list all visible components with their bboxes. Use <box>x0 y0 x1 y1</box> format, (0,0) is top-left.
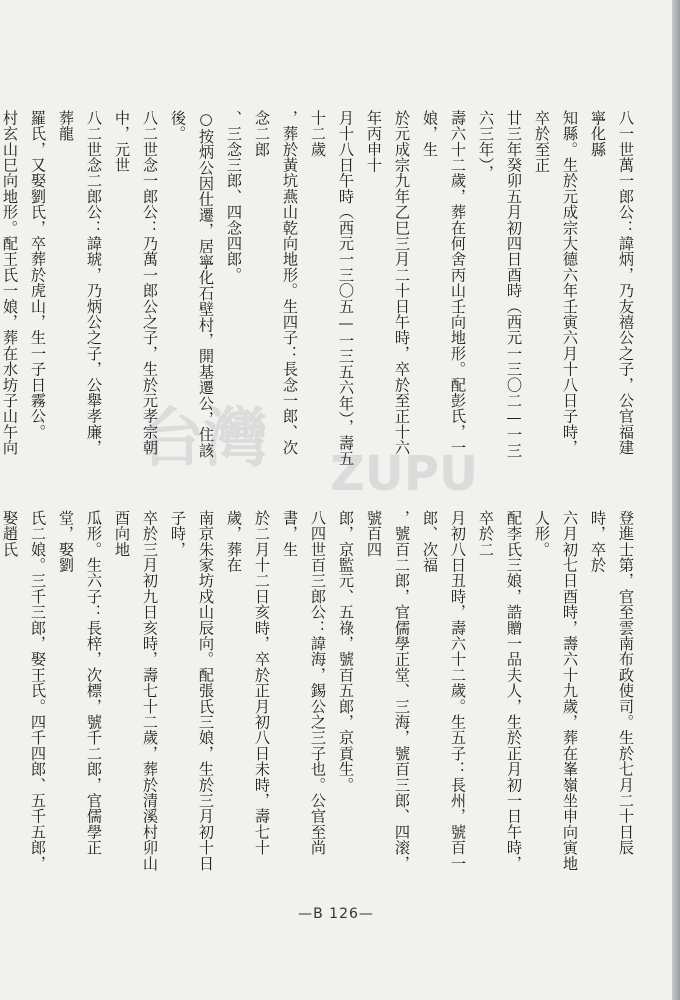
text-column: 八一世萬一郎公：諱炳，乃友禧公之子，公官福建寧化縣 <box>589 110 635 456</box>
text-column: 知縣。生於元成宗大德六年壬寅六月十八日子時，卒於至正 <box>533 110 579 456</box>
text-column: 月十八日午時（西元一三〇五—一三五六年），壽五十二歲 <box>309 110 355 467</box>
text-column: 於元成宗九年乙巳三月二十日午時，卒於至正十六年丙申十 <box>365 110 411 456</box>
text-column: 村玄山巳向地形。配王氏一娘，葬在水坊子山午向 <box>1 110 19 456</box>
page-number: —B 126— <box>298 906 374 922</box>
text-column: 月初八日丑時，壽六十二歲。生五子：長州，號百一郎、次福 <box>421 510 467 872</box>
text-column: 廿三年癸卯五月初四日酉時（西元一三〇二—一三六三年）， <box>477 110 523 459</box>
text-column: 、三念三郎、四念四郎。 <box>225 110 243 283</box>
text-column: 卒於三月初九日亥時，壽七十二歲，葬於清溪村卯山酉向地 <box>113 510 159 872</box>
text-column: 配李氏三娘，誥贈一品夫人，生於正月初一日午時，卒於二 <box>477 510 523 872</box>
text-column: 於二月十二日亥時，卒於正月初八日未時，壽七十歲，葬在 <box>225 510 271 856</box>
text-block-bottom <box>1 510 640 875</box>
text-column: 八四世百三郎公：諱海，錫公之三子也。公官至尚書，生 <box>281 510 327 856</box>
page-edge <box>672 0 680 1000</box>
text-column: 八二世念二郎公：諱琥，乃炳公之子，公舉孝廉，葬龍 <box>57 110 103 456</box>
text-column: 八二世念一郎公：乃萬一郎公之子，生於元孝宗朝中，元世 <box>113 110 159 456</box>
text-column: 氏二娘。三千三郎，娶王氏。四千四郎、五千五郎，娶趙氏 <box>1 510 47 872</box>
text-column: 羅氏，又娶劉氏，卒葬於虎山，生一子日霧公。 <box>29 110 47 440</box>
text-block-top <box>1 110 640 470</box>
text-column: 六月初七日酉時，壽六十九歲，葬在峯嶺坐申向寅地人形。 <box>533 510 579 872</box>
text-column: 登進士第，官至雲南布政使司。生於七月二十日辰時，卒於 <box>589 510 635 856</box>
text-column: 郎，京監元、五祿，號百五郎，京貢生。 <box>337 510 355 793</box>
text-column: 壽六十二歲，葬在何舍丙山壬向地形。配彭氏，一娘，生 <box>421 110 467 456</box>
text-column: 南京朱家坊戍山辰向。配張氏三娘，生於三月初十日子時， <box>169 510 215 872</box>
text-column: ○按炳公因仕遷，居寧化石壁村，開基遷公，住該後。 <box>169 110 215 459</box>
svg-text:台灣: 台灣 <box>140 402 268 476</box>
text-column: ，號百二郎，官儒學正堂、三海，號百三郎、四滚，號百四 <box>365 510 411 872</box>
svg-text:ZUPU: ZUPU <box>330 446 478 502</box>
text-column: 瓜形。生六子：長梓，次標，號千二郎，官儒學正堂，娶劉 <box>57 510 103 856</box>
text-column: ，葬於黃坑燕山乾向地形。生四子：長念一郎、次念二郎 <box>253 110 299 456</box>
